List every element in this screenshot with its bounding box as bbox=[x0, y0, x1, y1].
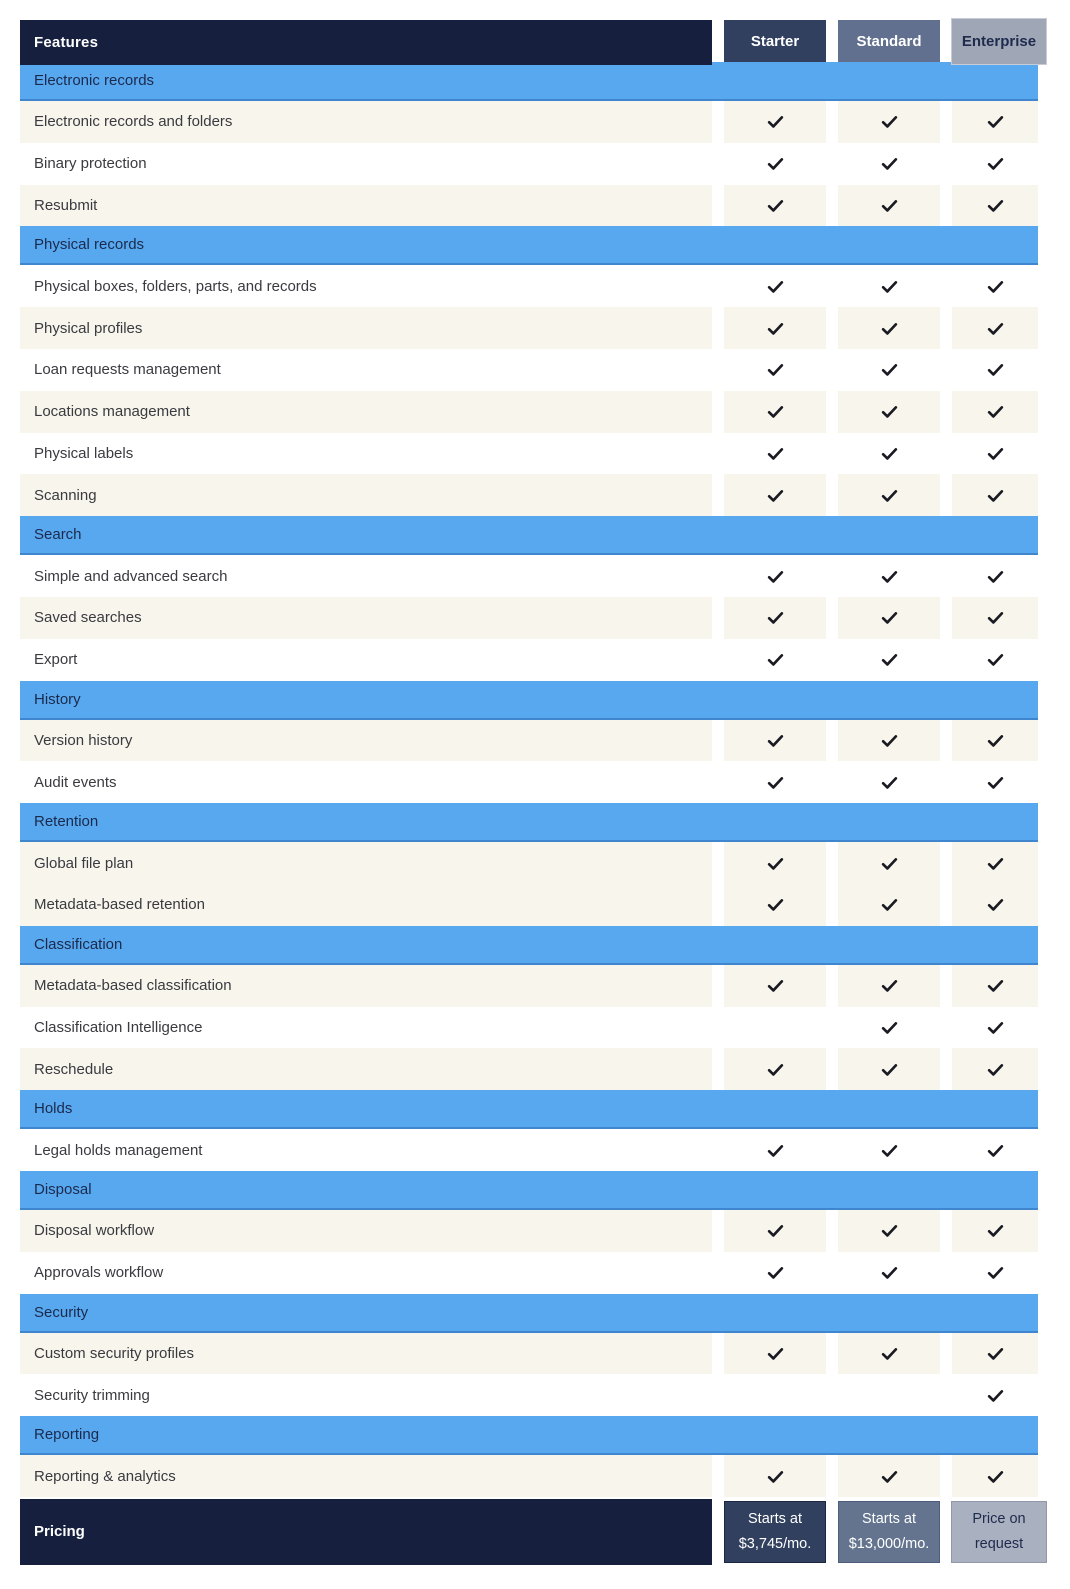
check-icon bbox=[880, 1263, 899, 1282]
check-cell-standard bbox=[838, 1007, 940, 1049]
check-icon bbox=[766, 1060, 785, 1079]
check-cell-enterprise bbox=[952, 1129, 1038, 1171]
feature-label: Metadata-based classification bbox=[20, 965, 712, 1007]
section-title: Physical records bbox=[34, 236, 145, 254]
table-body bbox=[20, 62, 1038, 1497]
section-title: History bbox=[34, 690, 81, 708]
feature-row bbox=[20, 761, 1038, 803]
feature-row bbox=[20, 1007, 1038, 1049]
check-cell-enterprise bbox=[952, 720, 1038, 762]
check-icon bbox=[986, 1060, 1005, 1079]
feature-row bbox=[20, 1129, 1038, 1171]
feature-label: Physical boxes, folders, parts, and records bbox=[20, 265, 712, 307]
feature-label: Electronic records and folders bbox=[20, 101, 712, 143]
section-header bbox=[20, 1294, 1038, 1333]
price-line-1: Price on bbox=[972, 1510, 1026, 1527]
check-cell-enterprise bbox=[952, 639, 1038, 681]
check-cell-starter bbox=[724, 884, 826, 926]
check-icon bbox=[880, 1018, 899, 1037]
check-icon bbox=[986, 112, 1005, 131]
feature-label: Saved searches bbox=[20, 597, 712, 639]
feature-row bbox=[20, 474, 1038, 516]
section-header bbox=[20, 681, 1038, 720]
feature-row bbox=[20, 1455, 1038, 1497]
check-icon bbox=[986, 1141, 1005, 1160]
check-icon bbox=[766, 976, 785, 995]
section-header bbox=[20, 226, 1038, 265]
check-cell-standard bbox=[838, 1129, 940, 1171]
feature-row bbox=[20, 307, 1038, 349]
check-cell-starter bbox=[724, 965, 826, 1007]
feature-label: Loan requests management bbox=[20, 349, 712, 391]
check-cell-standard bbox=[838, 1374, 940, 1416]
check-cell-standard bbox=[838, 101, 940, 143]
feature-row bbox=[20, 555, 1038, 597]
section-header bbox=[20, 62, 1038, 101]
check-cell-starter bbox=[724, 474, 826, 516]
check-cell-enterprise bbox=[952, 101, 1038, 143]
check-cell-starter bbox=[724, 842, 826, 884]
check-cell-standard bbox=[838, 265, 940, 307]
check-cell-starter bbox=[724, 391, 826, 433]
check-cell-enterprise bbox=[952, 1252, 1038, 1294]
check-icon bbox=[986, 854, 1005, 873]
check-icon bbox=[986, 650, 1005, 669]
check-cell-standard bbox=[838, 433, 940, 475]
check-cell-standard bbox=[838, 761, 940, 803]
check-cell-starter bbox=[724, 1048, 826, 1090]
check-icon bbox=[880, 486, 899, 505]
feature-label: Custom security profiles bbox=[20, 1333, 712, 1375]
feature-label: Audit events bbox=[20, 761, 712, 803]
check-icon bbox=[766, 1141, 785, 1160]
price-box-standard[interactable] bbox=[838, 1501, 940, 1563]
check-cell-enterprise bbox=[952, 185, 1038, 227]
feature-row bbox=[20, 884, 1038, 926]
check-icon bbox=[766, 650, 785, 669]
price-line-2: request bbox=[974, 1535, 1024, 1552]
check-icon bbox=[766, 112, 785, 131]
check-icon bbox=[766, 277, 785, 296]
check-cell-standard bbox=[838, 1252, 940, 1294]
check-cell-starter bbox=[724, 1374, 826, 1416]
check-icon bbox=[880, 773, 899, 792]
check-icon bbox=[986, 1263, 1005, 1282]
check-cell-enterprise bbox=[952, 555, 1038, 597]
check-cell-starter bbox=[724, 101, 826, 143]
feature-comparison-table bbox=[20, 20, 1038, 1565]
check-cell-starter bbox=[724, 349, 826, 391]
check-icon bbox=[986, 486, 1005, 505]
price-box-starter[interactable] bbox=[724, 1501, 826, 1563]
check-cell-standard bbox=[838, 555, 940, 597]
plan-header-standard[interactable]: Standard bbox=[838, 20, 940, 62]
check-icon bbox=[880, 154, 899, 173]
check-icon bbox=[880, 650, 899, 669]
check-icon bbox=[986, 976, 1005, 995]
check-icon bbox=[880, 1141, 899, 1160]
check-icon bbox=[986, 277, 1005, 296]
plan-header-enterprise[interactable]: Enterprise bbox=[951, 18, 1047, 65]
section-title: Reporting bbox=[34, 1426, 100, 1444]
feature-row bbox=[20, 433, 1038, 475]
check-icon bbox=[880, 319, 899, 338]
feature-label: Physical labels bbox=[20, 433, 712, 475]
feature-row bbox=[20, 265, 1038, 307]
check-icon bbox=[766, 444, 785, 463]
check-icon bbox=[880, 1344, 899, 1363]
feature-row bbox=[20, 597, 1038, 639]
check-icon bbox=[880, 1060, 899, 1079]
check-cell-standard bbox=[838, 1210, 940, 1252]
check-icon bbox=[766, 319, 785, 338]
check-icon bbox=[766, 1221, 785, 1240]
check-icon bbox=[880, 608, 899, 627]
feature-label: Resubmit bbox=[20, 185, 712, 227]
features-column-header: Features bbox=[20, 20, 712, 65]
section-title: Holds bbox=[34, 1100, 73, 1118]
check-cell-enterprise bbox=[952, 1455, 1038, 1497]
feature-label: Disposal workflow bbox=[20, 1210, 712, 1252]
feature-row bbox=[20, 842, 1038, 884]
check-cell-standard bbox=[838, 349, 940, 391]
check-cell-standard bbox=[838, 1333, 940, 1375]
check-cell-enterprise bbox=[952, 265, 1038, 307]
check-cell-starter bbox=[724, 307, 826, 349]
check-cell-enterprise bbox=[952, 1048, 1038, 1090]
check-icon bbox=[986, 319, 1005, 338]
feature-label: Simple and advanced search bbox=[20, 555, 712, 597]
feature-row bbox=[20, 720, 1038, 762]
check-cell-standard bbox=[838, 639, 940, 681]
check-icon bbox=[880, 444, 899, 463]
check-icon bbox=[986, 1344, 1005, 1363]
check-icon bbox=[986, 608, 1005, 627]
check-cell-starter bbox=[724, 1210, 826, 1252]
check-icon bbox=[986, 1221, 1005, 1240]
check-cell-enterprise bbox=[952, 391, 1038, 433]
price-box-enterprise[interactable] bbox=[951, 1501, 1047, 1563]
check-icon bbox=[880, 402, 899, 421]
check-cell-enterprise bbox=[952, 143, 1038, 185]
check-icon bbox=[880, 976, 899, 995]
section-header bbox=[20, 1090, 1038, 1129]
feature-label: Approvals workflow bbox=[20, 1252, 712, 1294]
section-title: Security bbox=[34, 1303, 89, 1321]
check-cell-enterprise bbox=[952, 1374, 1038, 1416]
check-icon bbox=[986, 360, 1005, 379]
check-cell-enterprise bbox=[952, 1210, 1038, 1252]
check-cell-standard bbox=[838, 185, 940, 227]
feature-label: Classification Intelligence bbox=[20, 1007, 712, 1049]
check-cell-starter bbox=[724, 265, 826, 307]
feature-label: Export bbox=[20, 639, 712, 681]
check-cell-standard bbox=[838, 720, 940, 762]
check-icon bbox=[986, 196, 1005, 215]
check-icon bbox=[880, 112, 899, 131]
check-cell-enterprise bbox=[952, 761, 1038, 803]
check-icon bbox=[766, 731, 785, 750]
feature-row bbox=[20, 143, 1038, 185]
pricing-label: Pricing bbox=[20, 1499, 712, 1565]
pricing-row bbox=[20, 1499, 1038, 1565]
feature-label: Security trimming bbox=[20, 1374, 712, 1416]
check-icon bbox=[986, 154, 1005, 173]
feature-row bbox=[20, 1048, 1038, 1090]
check-icon bbox=[986, 895, 1005, 914]
check-icon bbox=[766, 1467, 785, 1486]
feature-label: Binary protection bbox=[20, 143, 712, 185]
price-line-1: Starts at bbox=[862, 1510, 916, 1527]
check-icon bbox=[986, 402, 1005, 421]
section-header bbox=[20, 803, 1038, 842]
check-cell-starter bbox=[724, 1455, 826, 1497]
feature-row bbox=[20, 1252, 1038, 1294]
check-icon bbox=[986, 1386, 1005, 1405]
feature-row bbox=[20, 391, 1038, 433]
check-cell-enterprise bbox=[952, 1333, 1038, 1375]
check-icon bbox=[766, 567, 785, 586]
check-icon bbox=[766, 608, 785, 627]
feature-row bbox=[20, 349, 1038, 391]
table-header-row bbox=[20, 20, 1038, 62]
check-icon bbox=[986, 773, 1005, 792]
feature-row bbox=[20, 1210, 1038, 1252]
check-cell-standard bbox=[838, 1455, 940, 1497]
check-icon bbox=[766, 773, 785, 792]
feature-label: Scanning bbox=[20, 474, 712, 516]
check-icon bbox=[986, 731, 1005, 750]
feature-row bbox=[20, 639, 1038, 681]
feature-label: Version history bbox=[20, 720, 712, 762]
section-header bbox=[20, 516, 1038, 555]
check-cell-standard bbox=[838, 884, 940, 926]
check-cell-starter bbox=[724, 1007, 826, 1049]
check-icon bbox=[766, 154, 785, 173]
feature-label: Metadata-based retention bbox=[20, 884, 712, 926]
section-title: Disposal bbox=[34, 1180, 92, 1198]
check-icon bbox=[766, 854, 785, 873]
check-icon bbox=[766, 486, 785, 505]
check-cell-enterprise bbox=[952, 1007, 1038, 1049]
check-cell-standard bbox=[838, 143, 940, 185]
feature-row bbox=[20, 101, 1038, 143]
price-line-1: Starts at bbox=[748, 1510, 802, 1527]
check-icon bbox=[766, 1263, 785, 1282]
check-cell-starter bbox=[724, 433, 826, 475]
check-cell-starter bbox=[724, 185, 826, 227]
check-icon bbox=[766, 360, 785, 379]
check-icon bbox=[766, 196, 785, 215]
section-header bbox=[20, 926, 1038, 965]
section-title: Electronic records bbox=[34, 72, 155, 89]
check-icon bbox=[880, 895, 899, 914]
check-cell-starter bbox=[724, 1129, 826, 1171]
price-line-2: $3,745/mo. bbox=[738, 1535, 812, 1552]
check-cell-enterprise bbox=[952, 474, 1038, 516]
check-cell-enterprise bbox=[952, 307, 1038, 349]
check-cell-standard bbox=[838, 965, 940, 1007]
section-header bbox=[20, 1416, 1038, 1455]
feature-row bbox=[20, 1333, 1038, 1375]
check-cell-standard bbox=[838, 391, 940, 433]
check-cell-enterprise bbox=[952, 433, 1038, 475]
check-icon bbox=[880, 360, 899, 379]
check-cell-starter bbox=[724, 555, 826, 597]
feature-row bbox=[20, 1374, 1038, 1416]
check-icon bbox=[766, 402, 785, 421]
check-icon bbox=[880, 277, 899, 296]
section-title: Search bbox=[34, 526, 82, 544]
check-cell-standard bbox=[838, 597, 940, 639]
feature-label: Global file plan bbox=[20, 842, 712, 884]
check-cell-enterprise bbox=[952, 349, 1038, 391]
check-cell-standard bbox=[838, 307, 940, 349]
check-icon bbox=[880, 1467, 899, 1486]
feature-row bbox=[20, 965, 1038, 1007]
check-cell-starter bbox=[724, 639, 826, 681]
feature-label: Legal holds management bbox=[20, 1129, 712, 1171]
check-icon bbox=[880, 731, 899, 750]
check-icon bbox=[880, 196, 899, 215]
check-cell-starter bbox=[724, 761, 826, 803]
section-title: Retention bbox=[34, 813, 99, 831]
plan-header-starter[interactable]: Starter bbox=[724, 20, 826, 62]
check-cell-enterprise bbox=[952, 597, 1038, 639]
check-icon bbox=[986, 1018, 1005, 1037]
section-title: Classification bbox=[34, 935, 123, 953]
check-cell-standard bbox=[838, 474, 940, 516]
check-icon bbox=[986, 567, 1005, 586]
check-cell-enterprise bbox=[952, 965, 1038, 1007]
check-cell-enterprise bbox=[952, 842, 1038, 884]
check-icon bbox=[986, 1467, 1005, 1486]
feature-label: Physical profiles bbox=[20, 307, 712, 349]
check-cell-starter bbox=[724, 720, 826, 762]
check-cell-starter bbox=[724, 597, 826, 639]
check-cell-starter bbox=[724, 1333, 826, 1375]
check-cell-standard bbox=[838, 842, 940, 884]
check-cell-starter bbox=[724, 1252, 826, 1294]
check-icon bbox=[986, 444, 1005, 463]
check-cell-enterprise bbox=[952, 884, 1038, 926]
check-icon bbox=[880, 567, 899, 586]
feature-label: Reporting & analytics bbox=[20, 1455, 712, 1497]
feature-row bbox=[20, 185, 1038, 227]
check-icon bbox=[880, 854, 899, 873]
check-cell-standard bbox=[838, 1048, 940, 1090]
section-header bbox=[20, 1171, 1038, 1210]
check-icon bbox=[880, 1221, 899, 1240]
price-line-2: $13,000/mo. bbox=[848, 1535, 930, 1552]
check-icon bbox=[766, 895, 785, 914]
check-icon bbox=[766, 1344, 785, 1363]
feature-label: Reschedule bbox=[20, 1048, 712, 1090]
feature-label: Locations management bbox=[20, 391, 712, 433]
check-cell-starter bbox=[724, 143, 826, 185]
